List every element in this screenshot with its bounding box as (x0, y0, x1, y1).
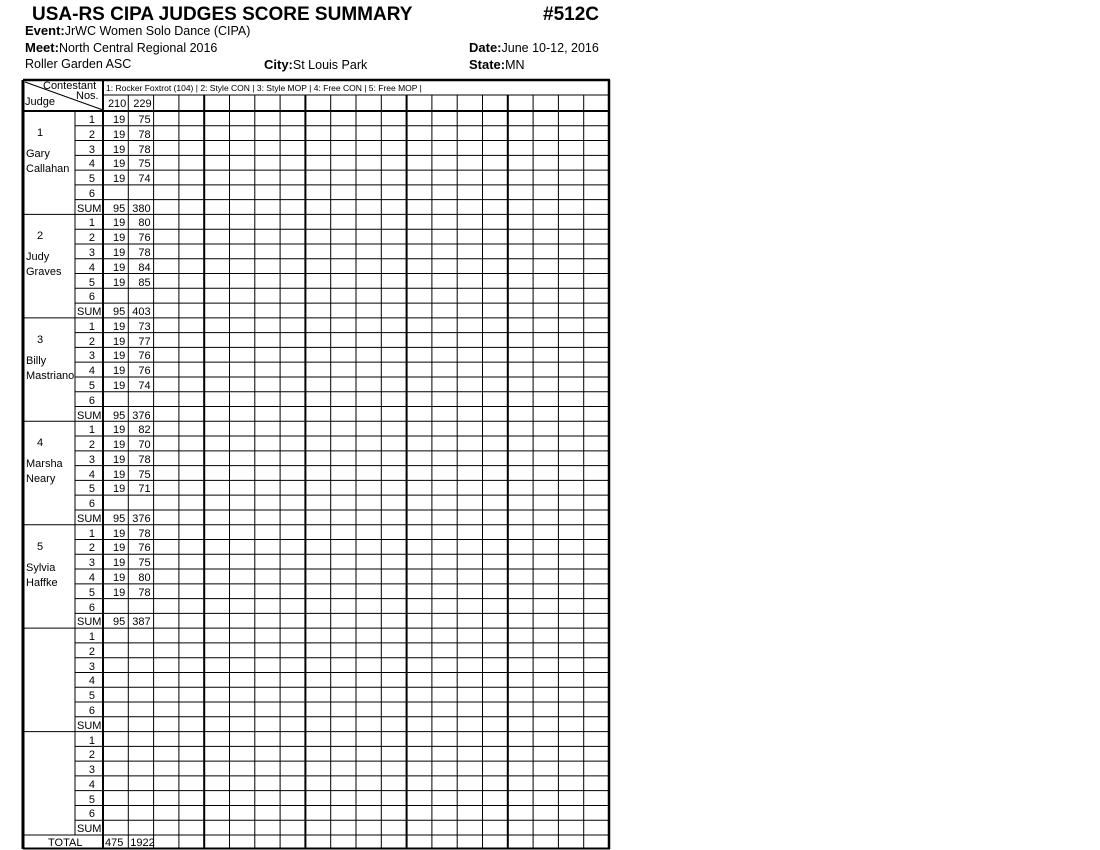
score-cell: 19 (113, 232, 126, 245)
event-value: JrWC Women Solo Dance (CIPA) (64, 24, 251, 38)
dance-row-label: 3 (88, 246, 95, 259)
dance-row-label: 4 (88, 572, 95, 585)
score-cell: 80 (138, 572, 151, 585)
dance-row-label: 2 (88, 128, 95, 141)
score-cell: 76 (138, 542, 151, 555)
state-label: State: (469, 57, 506, 72)
score-cell: 19 (113, 276, 126, 289)
score-cell: 19 (113, 365, 126, 378)
score-cell: 19 (113, 143, 126, 156)
score-cell: 78 (138, 527, 151, 540)
dance-row-label: 2 (88, 335, 95, 348)
score-cell: 19 (113, 453, 126, 466)
score-cell: 76 (138, 350, 151, 363)
score-cell: 78 (138, 586, 151, 599)
judge-last-name: Neary (26, 473, 56, 486)
dances-legend: 1: Rocker Foxtrot (104) | 2: Style CON | 3: Style MOP | 4: Free CON | 5: Free MOP | (106, 83, 422, 93)
dance-row-label: 6 (88, 498, 95, 511)
score-cell: 75 (138, 557, 151, 570)
total-cell: 475 (105, 837, 124, 849)
score-cell: 19 (113, 335, 126, 348)
score-cell: 78 (138, 453, 151, 466)
judge-last-name: Callahan (26, 163, 70, 175)
score-cell: 19 (113, 586, 126, 599)
score-cell: 78 (138, 143, 151, 156)
corner-contestant-label: Contestant (43, 80, 97, 92)
score-cell: 19 (113, 114, 126, 126)
sum-cell: 376 (132, 512, 151, 525)
dance-row-label: 3 (88, 557, 95, 570)
dance-row-label: 5 (88, 793, 95, 806)
score-cell: 19 (113, 350, 126, 363)
sum-row-label: SUM (77, 512, 102, 525)
score-cell: 19 (113, 320, 126, 333)
form-number: #512C (543, 4, 599, 25)
dance-row-label: 5 (88, 586, 95, 599)
score-cell: 19 (113, 439, 126, 452)
sum-cell: 387 (132, 616, 151, 629)
dance-row-label: 6 (88, 394, 95, 407)
dance-row-label: 1 (88, 320, 95, 333)
score-cell: 78 (138, 128, 151, 141)
judge-number: 1 (37, 127, 44, 139)
score-cell: 73 (138, 320, 151, 333)
dance-row-label: 3 (88, 143, 95, 156)
score-cell: 78 (138, 246, 151, 259)
state-value: MN (505, 58, 525, 72)
dance-row-label: 2 (88, 439, 95, 452)
dance-row-label: 1 (88, 114, 95, 126)
date-value: June 10-12, 2016 (501, 41, 599, 55)
dance-row-label: 6 (88, 187, 95, 200)
meet-value: North Central Regional 2016 (58, 41, 218, 55)
score-cell: 75 (138, 468, 151, 481)
score-cell: 19 (113, 173, 126, 186)
event-label: Event: (25, 23, 65, 38)
dance-row-label: 2 (88, 232, 95, 245)
judge-last-name: Haffke (26, 576, 58, 589)
sum-cell: 376 (132, 409, 151, 422)
score-cell: 19 (113, 483, 126, 496)
score-cell: 77 (138, 335, 151, 348)
sum-row-label: SUM (77, 823, 102, 836)
sum-cell: 95 (113, 512, 126, 525)
sum-cell: 95 (113, 202, 126, 215)
dance-row-label: 2 (88, 645, 95, 658)
dance-row-label: 5 (88, 483, 95, 496)
score-cell: 75 (138, 114, 151, 126)
score-cell: 19 (113, 557, 126, 570)
corner-judge-label: Judge (25, 96, 55, 108)
score-cell: 74 (138, 379, 151, 392)
dance-row-label: 3 (88, 453, 95, 466)
sum-row-label: SUM (77, 202, 102, 215)
total-cell: 1922 (130, 837, 155, 849)
dance-row-label: 6 (88, 808, 95, 821)
dance-row-label: 3 (88, 764, 95, 777)
dance-row-label: 5 (88, 690, 95, 703)
total-label: TOTAL (48, 837, 83, 849)
judge-number: 4 (37, 437, 44, 450)
score-cell: 80 (138, 217, 151, 230)
score-cell: 19 (113, 217, 126, 230)
judge-number: 2 (37, 230, 44, 243)
dance-row-label: 6 (88, 291, 95, 304)
dance-row-label: 4 (88, 365, 95, 378)
score-cell: 76 (138, 365, 151, 378)
dance-row-label: 2 (88, 749, 95, 762)
score-cell: 19 (113, 572, 126, 585)
dance-row-label: 2 (88, 542, 95, 555)
dance-row-label: 5 (88, 276, 95, 289)
dance-row-label: 4 (88, 468, 95, 481)
score-cell: 19 (113, 527, 126, 540)
judge-first-name: Billy (26, 354, 47, 367)
judge-number: 3 (37, 333, 44, 346)
corner-nos-label: Nos. (76, 90, 99, 102)
score-cell: 19 (113, 468, 126, 481)
dance-row-label: 1 (88, 424, 95, 437)
score-cell: 75 (138, 158, 151, 171)
score-cell: 19 (113, 158, 126, 171)
city-value: St Louis Park (292, 58, 368, 72)
score-cell: 19 (113, 379, 126, 392)
sum-row-label: SUM (77, 616, 102, 629)
score-cell: 82 (138, 424, 151, 437)
sum-cell: 95 (113, 409, 126, 422)
sum-row-label: SUM (77, 719, 102, 732)
score-cell: 70 (138, 439, 151, 452)
score-cell: 76 (138, 232, 151, 245)
page-title: USA-RS CIPA JUDGES SCORE SUMMARY (32, 4, 413, 25)
judge-number: 5 (37, 540, 44, 553)
judge-last-name: Graves (26, 266, 62, 279)
venue: Roller Garden ASC (25, 57, 132, 71)
contestant-number: 229 (133, 98, 152, 110)
dance-row-label: 6 (88, 705, 95, 718)
dance-row-label: 1 (88, 217, 95, 230)
dance-row-label: 3 (88, 350, 95, 363)
dance-row-label: 5 (88, 173, 95, 186)
dance-row-label: 4 (88, 675, 95, 688)
judge-first-name: Marsha (26, 458, 63, 471)
contestant-number: 210 (107, 98, 127, 110)
date-label: Date: (469, 40, 502, 55)
score-cell: 19 (113, 128, 126, 141)
meet-label: Meet: (25, 40, 59, 55)
judge-first-name: Judy (26, 251, 50, 264)
dance-row-label: 1 (88, 631, 95, 644)
dance-row-label: 4 (88, 158, 95, 171)
judge-first-name: Gary (26, 148, 50, 160)
dance-row-label: 6 (88, 601, 95, 614)
score-cell: 84 (138, 261, 151, 274)
score-cell: 19 (113, 261, 126, 274)
sum-cell: 95 (113, 306, 126, 319)
sum-cell: 380 (132, 202, 151, 215)
dance-row-label: 4 (88, 778, 95, 791)
dance-row-label: 1 (88, 734, 95, 747)
sum-cell: 95 (113, 616, 126, 629)
score-cell: 74 (138, 173, 151, 186)
dance-row-label: 1 (88, 527, 95, 540)
sum-row-label: SUM (77, 409, 102, 422)
score-cell: 19 (113, 424, 126, 437)
judge-last-name: Mastriano (26, 369, 75, 382)
score-cell: 19 (113, 246, 126, 259)
score-cell: 19 (113, 542, 126, 555)
score-cell: 85 (138, 276, 151, 289)
city-label: City: (264, 57, 293, 72)
sum-cell: 403 (132, 306, 151, 319)
dance-row-label: 3 (88, 660, 95, 673)
dance-row-label: 4 (88, 261, 95, 274)
score-cell: 71 (138, 483, 151, 496)
dance-row-label: 5 (88, 379, 95, 392)
judge-first-name: Sylvia (26, 561, 56, 574)
sum-row-label: SUM (77, 306, 102, 319)
